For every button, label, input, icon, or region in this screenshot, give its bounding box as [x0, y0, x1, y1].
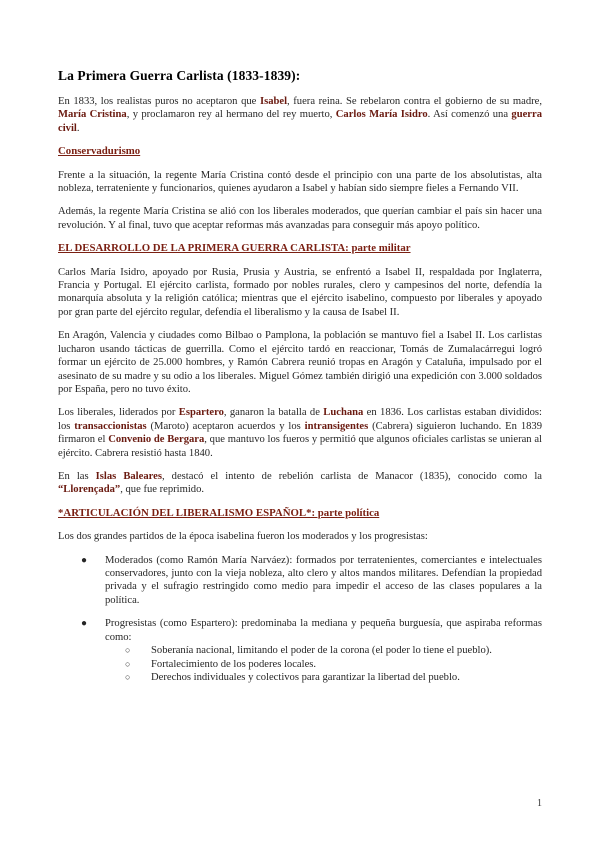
- parties-list: [58, 554, 542, 685]
- bold-carlos-maria-isidro: Carlos María Isidro: [335, 109, 428, 121]
- sublist-item: ○ Derechos individuales y colectivos para garantizar la libertad del pueblo.: [125, 672, 460, 684]
- hollow-bullet-icon: ○: [125, 645, 131, 655]
- bold-convenio-de-bergara: Convenio de Bergara: [108, 434, 205, 446]
- section-heading-parte-militar: EL DESARROLLO DE LA PRIMERA GUERRA CARLISTA: parte militar: [58, 242, 411, 255]
- sublist-item: ○ Fortalecimiento de los poderes locales.: [125, 658, 317, 670]
- section-heading-parte-politica: *ARTICULACIÓN DEL LIBERALISMO ESPAÑOL*: parte política: [58, 506, 380, 519]
- bold-maria-cristina: María Cristina: [58, 109, 127, 121]
- politica-paragraph-1: Los dos grandes partidos de la época isabelina fueron los moderados y los progresistas:: [58, 531, 428, 543]
- list-item-progresistas: [58, 617, 542, 685]
- list-item-text: Moderados (como Ramón María Narváez): formados por terratenientes, comerciantes e intelectuales conservadores, junto con la vieja nobleza, alto clero y altos mandos militares. Defendían la propiedad privada y el sufragio restringido como medio para impedir el acceso de las clases populares a la política.: [105, 554, 542, 606]
- militar-paragraph-2: En Aragón, Valencia y ciudades como Bilbao o Pamplona, la población se mantuvo fiel a Isabel II. Los carlistas lucharon usando tácticas de guerrilla. Como el ejército tardó en reaccionar, Tomás de Zumalacárregui logró formar un ejército de 25.000 hombres, y Ramón Cabrera reunió tropas en Aragón y Cataluña, impulsado por el asesinato de su madre y su odio a los liberales. Miguel Gómez también dirigió una expedición con 3.000 soldados por España, pero no tuvo éxito.: [58, 330, 542, 395]
- bold-guerra-civil: guerra civil: [58, 109, 542, 134]
- bold-isabel: Isabel: [259, 96, 288, 107]
- militar-paragraph-1: Carlos María Isidro, apoyado por Rusia, Prusia y Austria, se enfrentó a Isabel II, respaldada por Inglaterra, Francia y Portugal. El ejército carlista, formado por nobles rurales, clero y campesinos del norte, defendía la monarquía absoluta y la religión católica; mientras que el ejército isabelino, compuesto por liberales y apoyado por gran parte del ejército regular, defendía el liberalismo y la causa de Isabel II.: [58, 266, 542, 318]
- bold-islas-baleares: Islas Baleares: [95, 470, 162, 482]
- conservadurismo-paragraph-1: Frente a la situación, la regente María Cristina contó desde el principio con una parte de los absolutistas, alta nobleza, terrateniente y funcionarios, quienes ayudaron a Isabel y habían sido siempre fieles a Fernando VII.: [58, 169, 542, 195]
- document-title: La Primera Guerra Carlista (1833-1839):: [58, 68, 301, 83]
- hollow-bullet-icon: ○: [125, 672, 131, 683]
- militar-paragraph-3: Los liberales, liderados por Espartero, ganaron la batalla de Luchana en 1836. Los carlistas estaban divididos: los transaccionistas (Maroto) aceptaron acuerdos y los intransigentes (Cabrera) siguieron luchando. En 1839 firmaron el Convenio de Bergara, que mantuvo los fueros y permitió que algunos oficiales carlistas se unieran al ejército. Cabrera resistió hasta 1840.: [58, 407, 543, 459]
- page-number: 1: [537, 798, 542, 809]
- bold-llorencada: “Llorençada”: [58, 484, 121, 496]
- bold-espartero: Espartero: [178, 407, 224, 419]
- section-heading-conservadurismo: Conservadurismo: [58, 145, 141, 158]
- reforms-sublist: [105, 644, 542, 685]
- bullet-icon: ●: [81, 554, 88, 566]
- list-item-text: Progresistas (como Espartero): predominaba la mediana y pequeña burguesía, que aspiraba reformas como:: [105, 618, 542, 643]
- intro-paragraph: En 1833, los realistas puros no aceptaron que Isabel, fuera reina. Se rebelaron contra el gobierno de su madre, María Cristina, y proclamaron rey al hermano del rey muerto, Carlos María Isidro. Así comenzó una guerra civil.: [58, 96, 543, 134]
- bold-luchana: Luchana: [323, 407, 364, 419]
- conservadurismo-paragraph-2: Además, la regente María Cristina se alió con los liberales moderados, que querían cambiar el país sin hacer una revolución. Y al final, tuvo que aceptar reformas más avanzadas para conseguir más apoyo político.: [58, 206, 542, 231]
- list-item-moderados: [58, 554, 542, 608]
- hollow-bullet-icon: ○: [125, 658, 131, 669]
- bullet-icon: ●: [81, 618, 88, 630]
- bold-intransigentes: intransigentes: [304, 420, 369, 432]
- militar-paragraph-4: En las Islas Baleares, destacó el intento de rebelión carlista de Manacor (1835), conocido como la “Llorençada”, que fue reprimido.: [58, 470, 542, 496]
- bold-transaccionistas: transaccionistas: [74, 420, 147, 432]
- sublist-item: ○ Soberanía nacional, limitando el poder de la corona (el poder lo tiene el pueblo).: [125, 645, 492, 656]
